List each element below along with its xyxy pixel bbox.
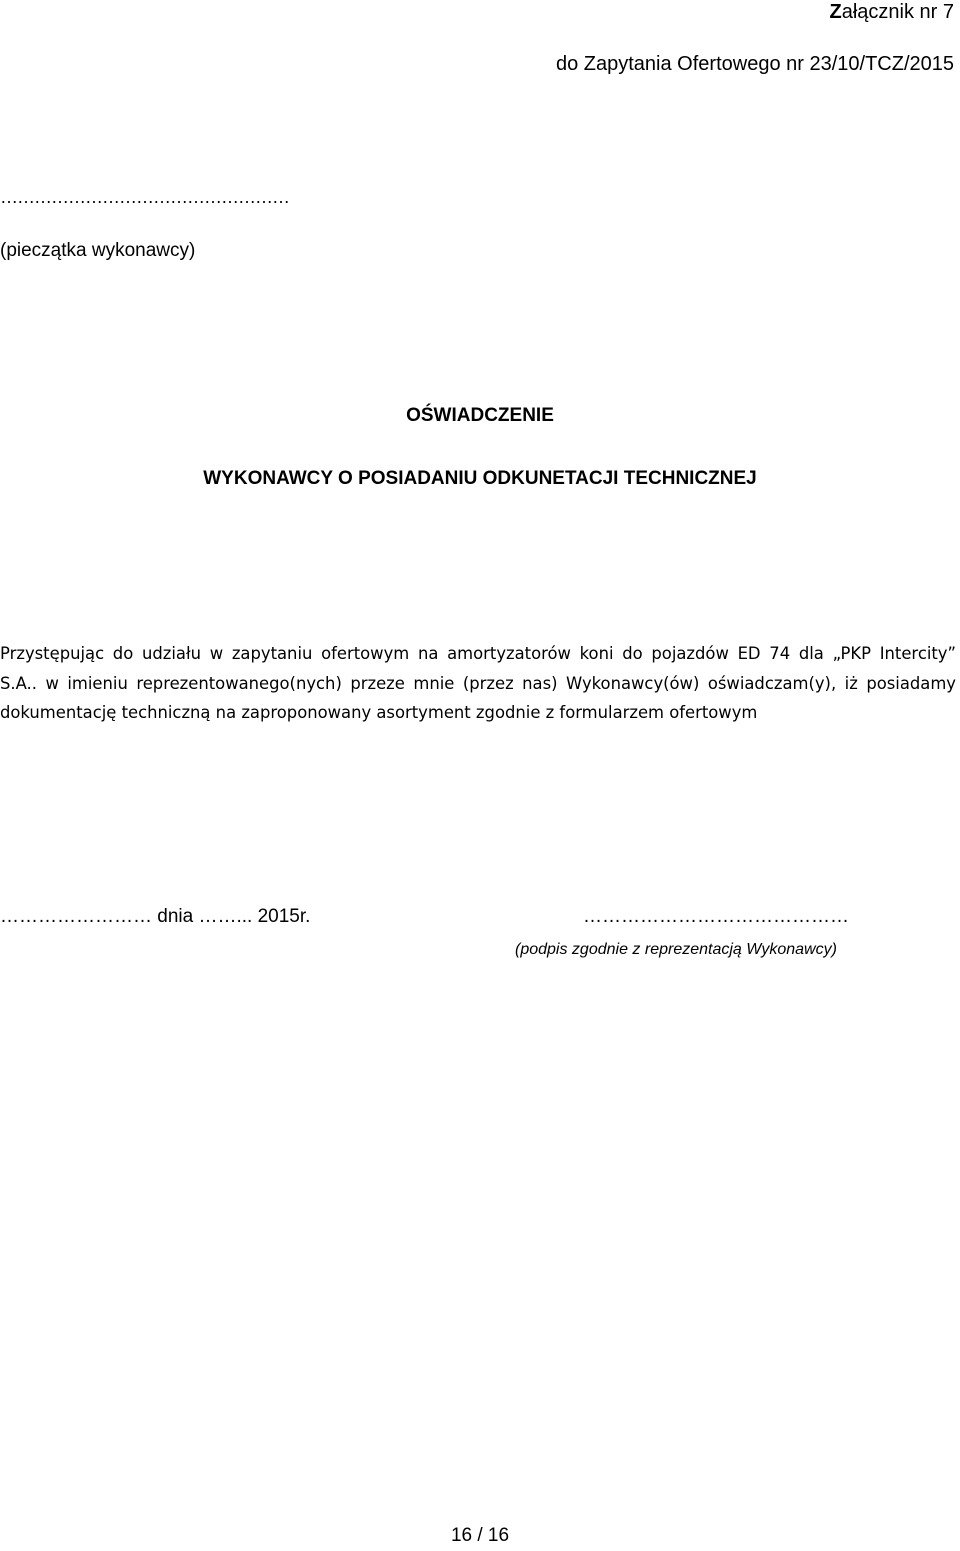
page-number: 16 / 16 bbox=[450, 1525, 510, 1546]
attachment-label-initial: Z bbox=[829, 1, 842, 23]
declaration-paragraph bbox=[0, 639, 956, 728]
declaration-line-2: S.A.. w imieniu reprezentowanego(nych) przeze mnie (przez nas) Wykonawcy(ów) oświadczam(y), iż posiadamy bbox=[0, 673, 956, 693]
stamp-placeholder-dots: …………………………………………… bbox=[0, 187, 289, 207]
document-title: OŚWIADCZENIE bbox=[406, 405, 554, 426]
attachment-label-rest: ałącznik nr 7 bbox=[841, 1, 954, 23]
signature-label: (podpis zgodnie z reprezentacją Wykonawcy) bbox=[515, 941, 837, 958]
declaration-line-3: dokumentację techniczną na zaproponowany asortyment zgodnie z formularzem ofertowym bbox=[0, 703, 758, 722]
attachment-label bbox=[830, 0, 955, 24]
inquiry-reference: do Zapytania Ofertowego nr 23/10/TCZ/2015 bbox=[555, 53, 954, 75]
stamp-label: (pieczątka wykonawcy) bbox=[0, 240, 196, 261]
signature-placeholder-dots: …………………………………… bbox=[583, 906, 849, 927]
declaration-line-1: Przystępując do udziału w zapytaniu ofertowym na amortyzatorów koni do pojazdów ED 74 dla „PKP Intercity” bbox=[0, 644, 956, 663]
document-subtitle: WYKONAWCY O POSIADANIU ODKUNETACJI TECHNICZNEJ bbox=[203, 468, 757, 489]
place-date-line: …………………… dnia ……... 2015r. bbox=[0, 906, 311, 927]
